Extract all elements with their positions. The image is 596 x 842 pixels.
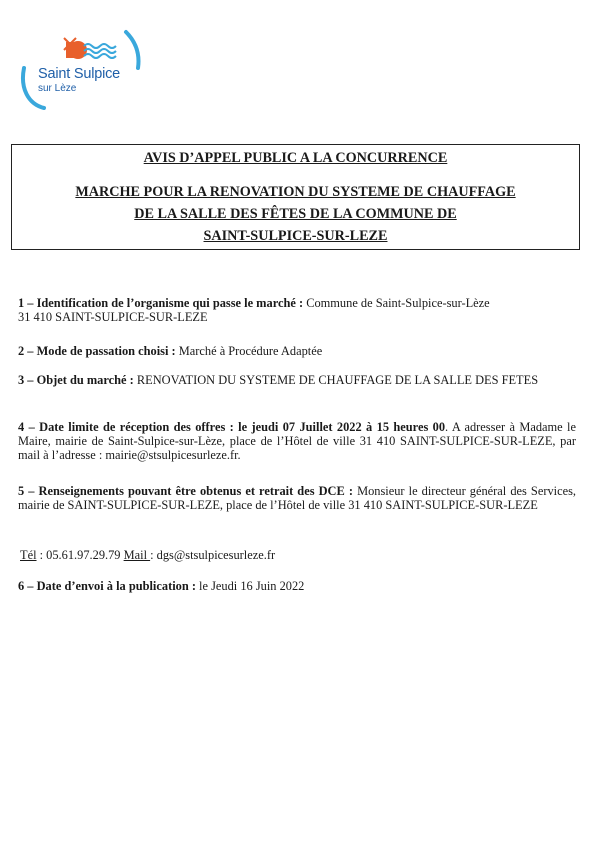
section-1-identification [18, 296, 576, 324]
section-3-object [18, 373, 576, 387]
section-6-publication-date [18, 579, 576, 593]
notice-title: AVIS D’APPEL PUBLIC A LA CONCURRENCE [143, 150, 448, 166]
notice-subtitle-line2: DE LA SALLE DES FÊTES DE LA COMMUNE DE [134, 206, 457, 222]
contact-line [20, 548, 578, 562]
section-1-label: 1 – Identification de l’organisme qui passe le marché : [18, 296, 304, 310]
section-6-label: 6 – Date d’envoi à la publication : [18, 579, 196, 593]
section-3-text: RENOVATION DU SYSTEME DE CHAUFFAGE DE LA SALLE DES FETES [133, 373, 539, 387]
section-2-text: Marché à Procédure Adaptée [175, 344, 323, 358]
section-4-text: . A adresser à Madame le Maire, mairie de Saint-Sulpice-sur-Lèze, place de l’Hôtel de ville 31 410 SAINT-SULPICE-SUR-LEZE, par mail à l’adresse : mairie@stsulpicesurleze.fr. [18, 420, 576, 462]
section-2-procedure [18, 344, 576, 358]
logo-text-line1: Saint Sulpice [38, 66, 121, 82]
section-2-label: 2 – Mode de passation choisi : [18, 344, 176, 358]
section-1-text: Commune de Saint-Sulpice-sur-Lèze [303, 296, 490, 310]
phone-label: Tél [20, 548, 37, 562]
section-1-address: 31 410 SAINT-SULPICE-SUR-LEZE [18, 310, 208, 324]
section-6-text: le Jeudi 16 Juin 2022 [195, 579, 305, 593]
section-4-deadline [18, 420, 576, 462]
section-5-label: 5 – Renseignements pouvant être obtenus et retrait des DCE : [18, 484, 353, 498]
mail-value: : dgs@stsulpicesurleze.fr [150, 548, 276, 562]
phone-value: : 05.61.97.29.79 [36, 548, 124, 562]
commune-logo [18, 28, 148, 110]
notice-title-box [11, 144, 580, 250]
logo-text-line2: sur Lèze [38, 83, 77, 94]
section-4-label: 4 – Date limite de réception des offres : le jeudi 07 Juillet 2022 à 15 heures 00 [18, 420, 446, 434]
notice-subtitle-line1: MARCHE POUR LA RENOVATION DU SYSTEME DE CHAUFFAGE [75, 184, 516, 200]
mail-label: Mail [123, 548, 151, 562]
section-5-text: Monsieur le directeur général des Services, mairie de SAINT-SULPICE-SUR-LEZE, place de l’Hôtel de ville 31 410 SAINT-SULPICE-SUR-LEZE [18, 484, 576, 512]
section-3-label: 3 – Objet du marché : [18, 373, 134, 387]
notice-subtitle-line3: SAINT-SULPICE-SUR-LEZE [203, 228, 388, 244]
section-5-information [18, 484, 576, 512]
